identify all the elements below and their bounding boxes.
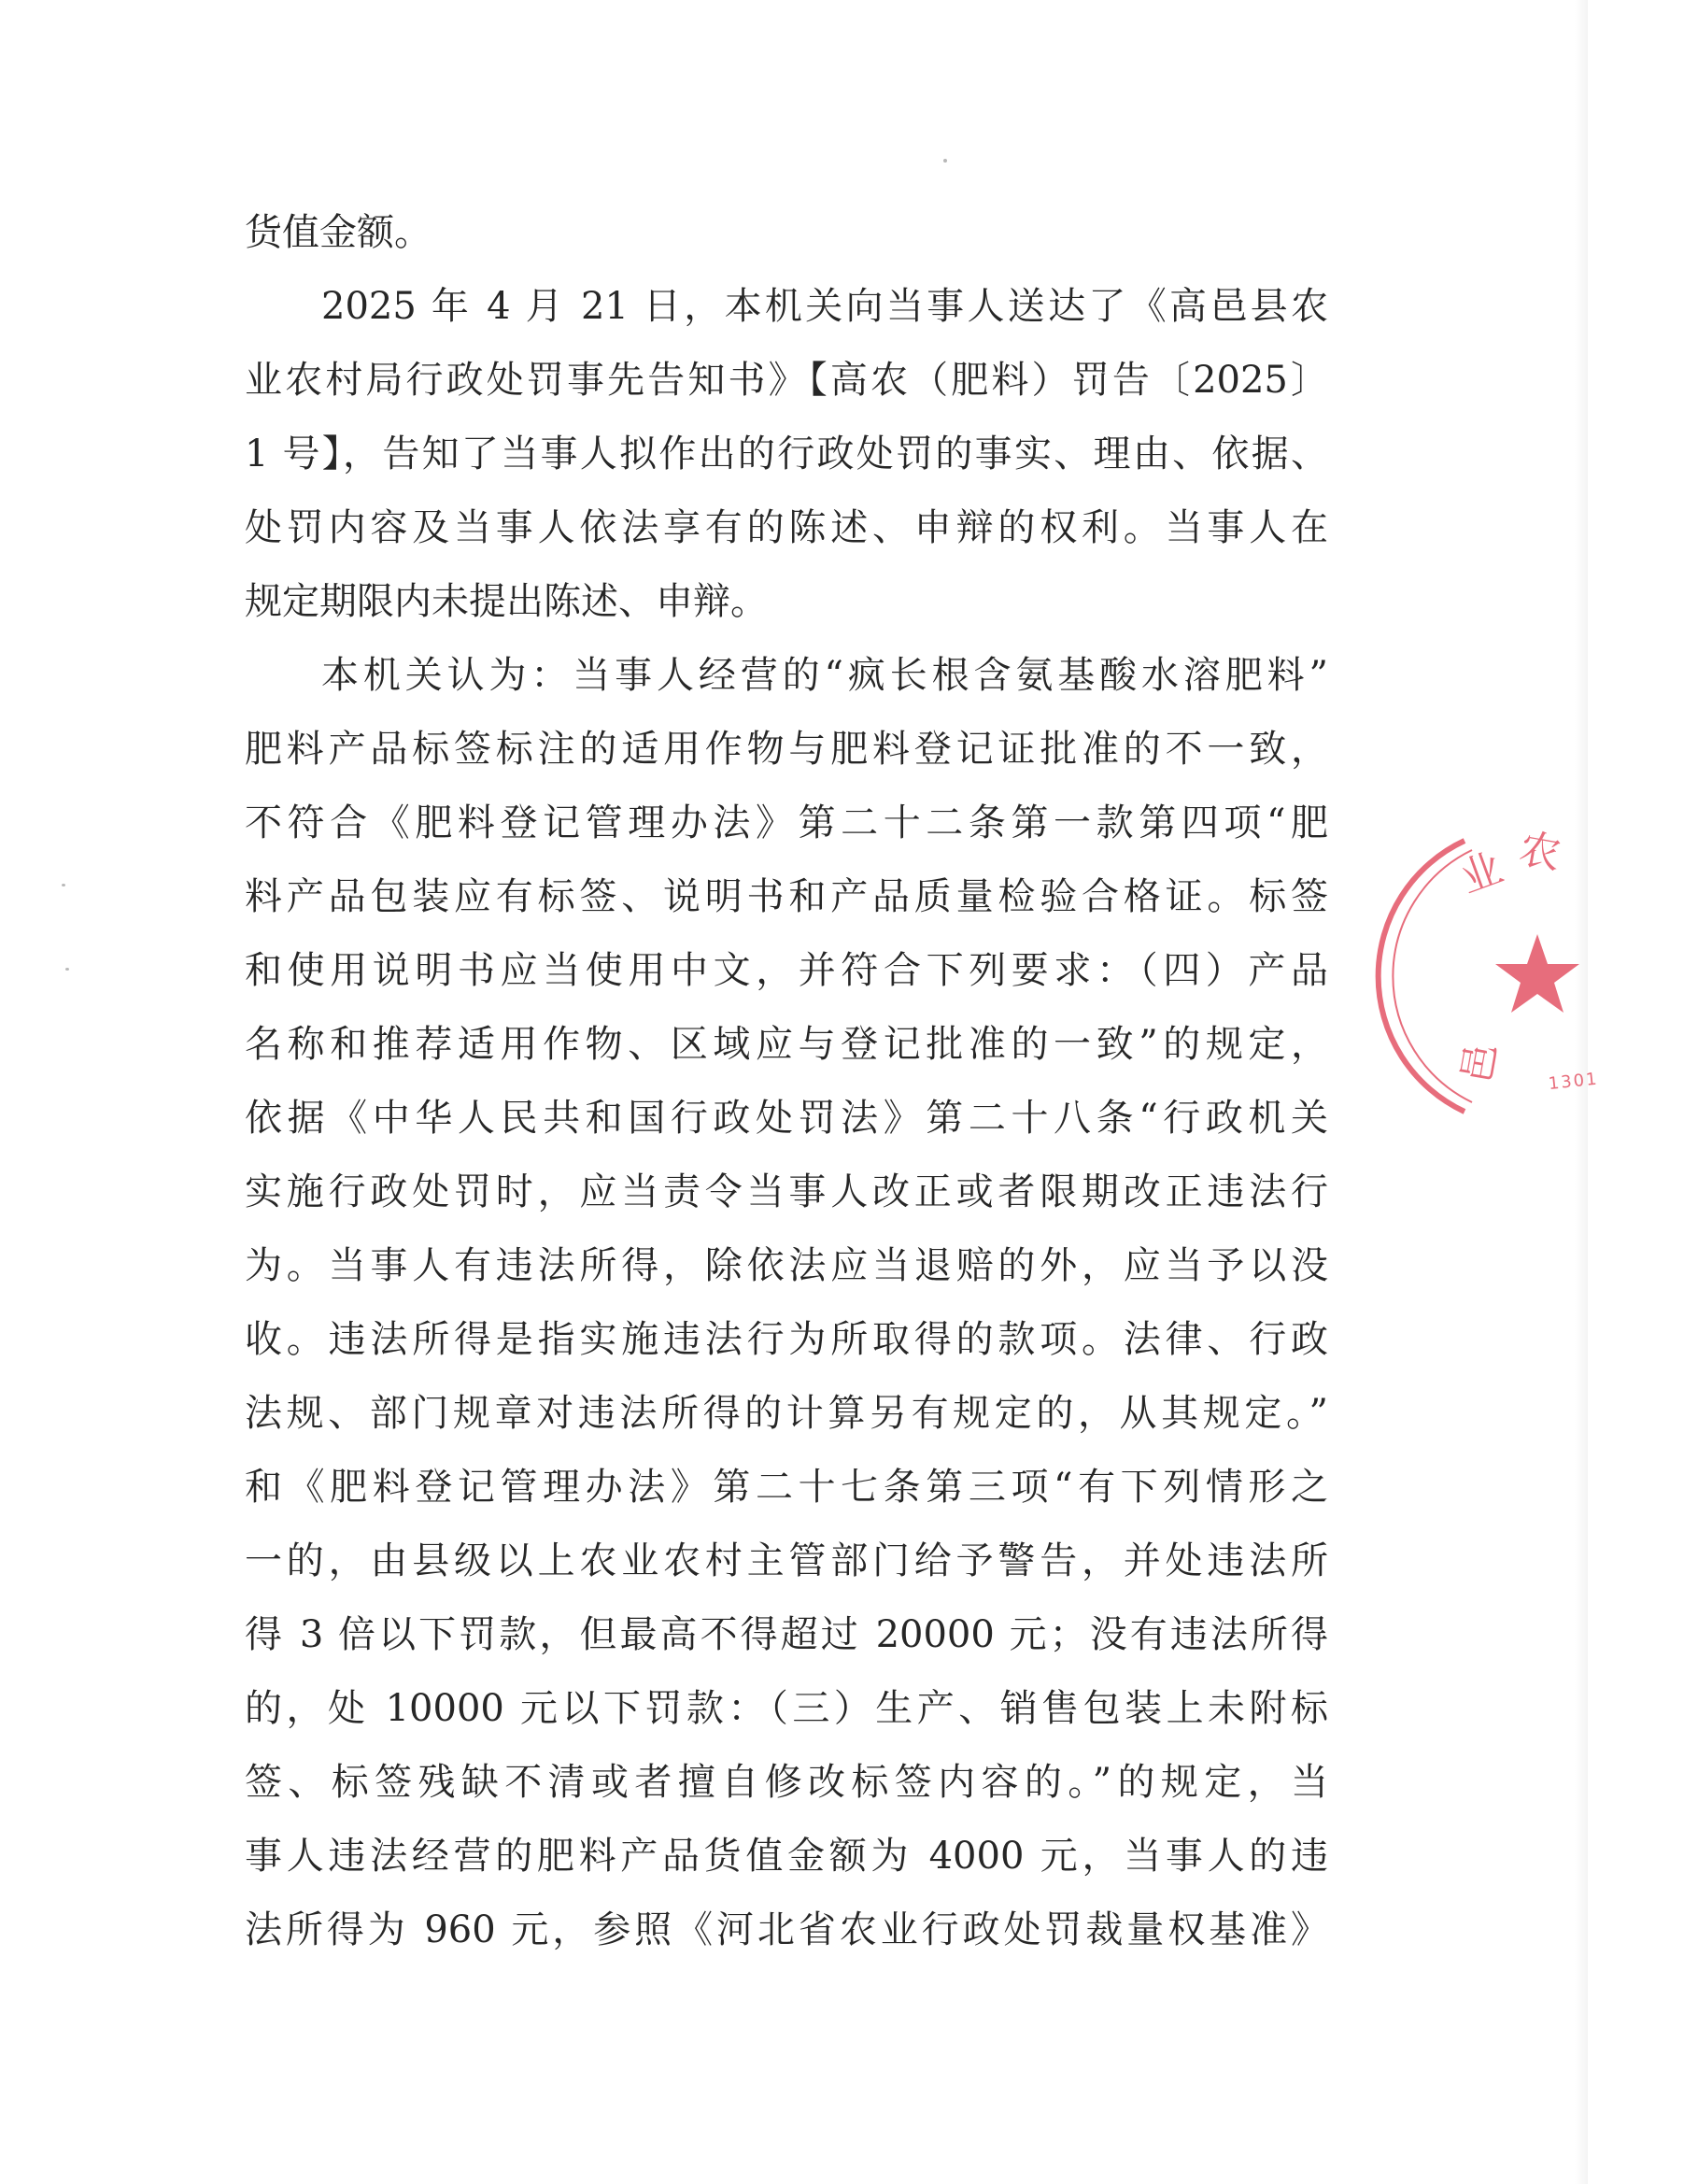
document-line: 不符合《肥料登记管理办法》第二十二条第一款第四项“肥 bbox=[245, 801, 1328, 844]
document-line: 签、标签残缺不清或者擅自修改标签内容的。”的规定，当 bbox=[245, 1761, 1328, 1804]
document-line: 规定期限内未提出陈述、申辩。 bbox=[245, 580, 768, 623]
document-line: 本机关认为：当事人经营的“疯长根含氨基酸水溶肥料” bbox=[321, 654, 1328, 697]
document-line: 法所得为 960 元，参照《河北省农业行政处罚裁量权基准》 bbox=[245, 1908, 1328, 1951]
document-line: 和使用说明书应当使用中文，并符合下列要求：（四）产品 bbox=[245, 949, 1328, 992]
document-line: 依据《中华人民共和国行政处罚法》第二十八条“行政机关 bbox=[245, 1097, 1328, 1140]
document-line: 收。违法所得是指实施违法行为所取得的款项。法律、行政 bbox=[245, 1318, 1328, 1361]
seal-number: 1301 bbox=[1547, 1069, 1600, 1095]
document-line: 得 3 倍以下罚款，但最高不得超过 20000 元；没有违法所得 bbox=[245, 1613, 1328, 1656]
document-line: 事人违法经营的肥料产品货值金额为 4000 元，当事人的违 bbox=[245, 1835, 1328, 1878]
scan-speck bbox=[62, 884, 65, 886]
official-seal bbox=[1452, 794, 1698, 1130]
document-line: 为。当事人有违法所得，除依法应当退赔的外，应当予以没 bbox=[245, 1244, 1328, 1287]
document-line: 货值金额。 bbox=[245, 211, 432, 254]
seal-ring-arc bbox=[1379, 841, 1465, 1112]
scan-speck bbox=[943, 159, 947, 163]
document-line: 实施行政处罚时，应当责令当事人改正或者限期改正违法行 bbox=[245, 1170, 1328, 1213]
document-body bbox=[245, 196, 1328, 1967]
document-line: 和《肥料登记管理办法》第二十七条第三项“有下列情形之 bbox=[245, 1466, 1328, 1509]
seal-star bbox=[1495, 934, 1579, 1013]
document-line: 2025 年 4 月 21 日，本机关向当事人送达了《高邑县农 bbox=[321, 285, 1328, 328]
document-line: 业农村局行政处罚事先告知书》【高农（肥料）罚告〔2025〕 bbox=[245, 359, 1328, 402]
seal-char: 邑 bbox=[1452, 1040, 1506, 1087]
document-line: 一的，由县级以上农业农村主管部门给予警告，并处违法所 bbox=[245, 1539, 1328, 1582]
scan-speck bbox=[65, 968, 69, 971]
seal-char: 业 bbox=[1453, 844, 1509, 903]
seal-char: 农 bbox=[1515, 824, 1564, 879]
document-line: 处罚内容及当事人依法享有的陈述、申辩的权利。当事人在 bbox=[245, 506, 1328, 549]
document-line: 法规、部门规章对违法所得的计算另有规定的，从其规定。” bbox=[245, 1392, 1328, 1435]
document-line: 名称和推荐适用作物、区域应与登记批准的一致”的规定， bbox=[245, 1023, 1328, 1066]
document-line: 1 号】，告知了当事人拟作出的行政处罚的事实、理由、依据、 bbox=[245, 433, 1328, 475]
document-line: 肥料产品标签标注的适用作物与肥料登记证批准的不一致， bbox=[245, 728, 1328, 771]
document-line: 的，处 10000 元以下罚款：（三）生产、销售包装上未附标 bbox=[245, 1687, 1328, 1730]
document-line: 料产品包装应有标签、说明书和产品质量检验合格证。标签 bbox=[245, 875, 1328, 918]
